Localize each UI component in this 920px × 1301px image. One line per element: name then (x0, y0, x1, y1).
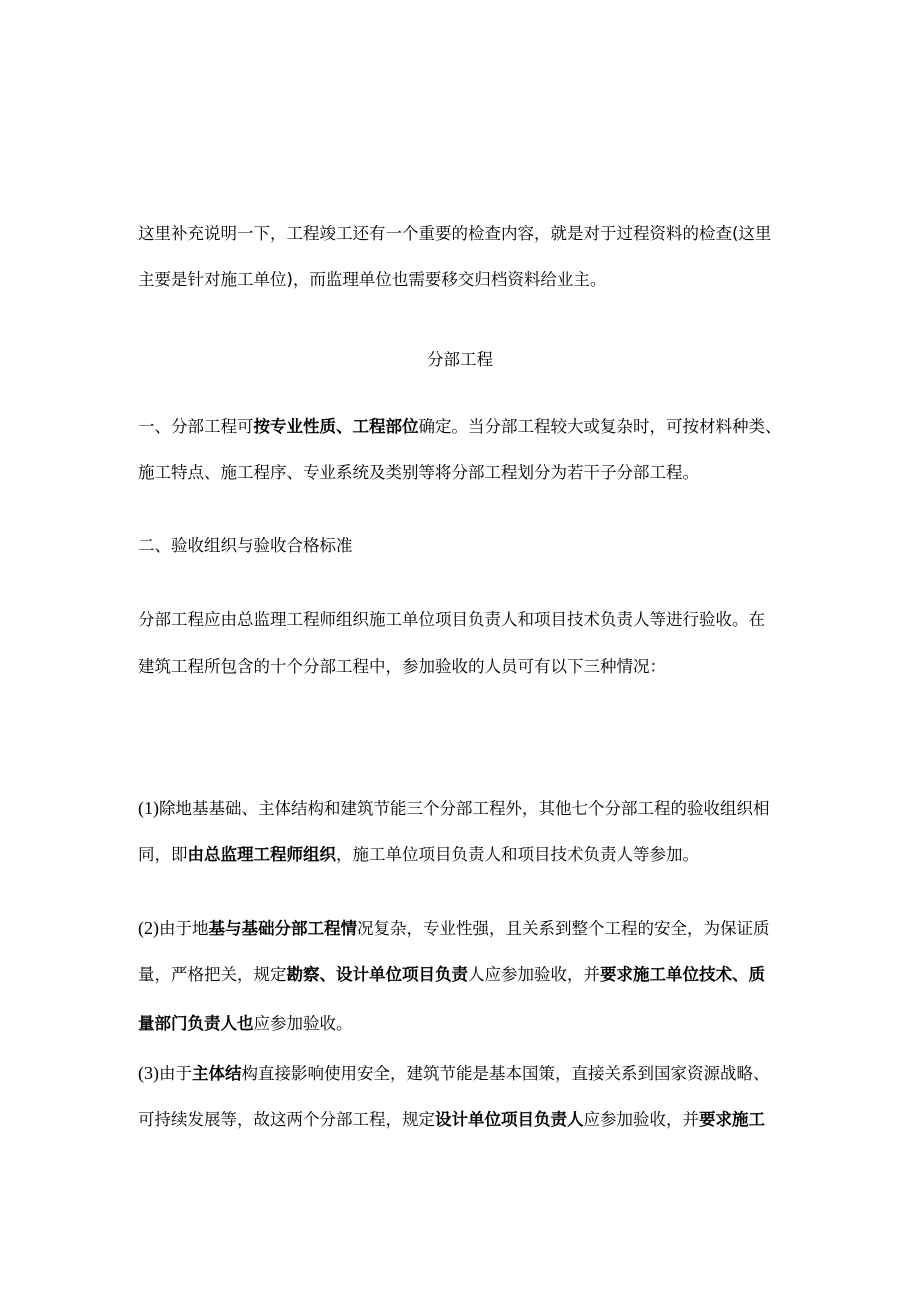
case3-text: 由于 (159, 1064, 192, 1083)
case2-text: 况复杂，专业性强，且关系到整个工程的安全，为保证质 (357, 919, 770, 938)
case3-text: 应参加验收，并 (583, 1110, 699, 1129)
intro-line-1: 这里补充说明一下，工程竣工还有一个重要的检查内容，就是对于过程资料的检查(这里 (138, 224, 772, 243)
case3-line-1 (138, 1062, 770, 1085)
item1-bold: 按专业性质、工程部位 (253, 417, 419, 436)
item2-paragraph-line-2: 建筑工程所包含的十个分部工程中，参加验收的人员可有以下三种情况： (138, 657, 666, 676)
case2-number: (2) (138, 918, 159, 938)
case2-bold: 量部门负责人也 (138, 1014, 254, 1033)
case1-line-1 (138, 797, 770, 820)
case3-number: (3) (138, 1063, 159, 1083)
case2-bold: 要求施工单位技术、质 (600, 965, 765, 984)
case2-line-2 (138, 964, 765, 986)
case2-text: 由于地 (159, 919, 209, 938)
case1-text: 除地基基础、主体结构和建筑节能三个分部工程外，其他七个分部工程的验收组织相 (159, 799, 770, 818)
item1-line-1 (138, 416, 782, 438)
case3-bold: 主体结 (192, 1064, 242, 1083)
case3-text: 可持续发展等，故这两个分部工程，规定 (138, 1110, 435, 1129)
case2-text: 量，严格把关，规定 (138, 965, 287, 984)
item1-line-2: 施工特点、施工程序、专业系统及类别等将分部工程划分为若干子分部工程。 (138, 463, 699, 482)
case3-bold: 设计单位项目负责人 (435, 1110, 584, 1129)
case3-bold: 要求施工 (699, 1110, 765, 1129)
case1-line-2 (138, 844, 699, 866)
intro-line-2: 主要是针对施工单位)，而监理单位也需要移交归档资料给业主。 (138, 270, 607, 289)
item2-heading: 二、验收组织与验收合格标准 (138, 536, 353, 555)
item2-paragraph-line-1: 分部工程应由总监理工程师组织施工单位项目负责人和项目技术负责人等进行验收。在 (138, 610, 765, 629)
case1-bold: 由总监理工程师组织 (187, 845, 336, 864)
case2-bold: 基与基础分部工程情 (208, 919, 357, 938)
case1-text: 同，即 (138, 845, 188, 864)
item1-text: 确定。当分部工程较大或复杂时，可按材料种类、 (418, 417, 782, 436)
case2-line-3 (138, 1013, 353, 1035)
case2-bold: 勘察、设计单位项目负责 (286, 965, 468, 984)
item1-text: 一、分部工程可 (138, 417, 254, 436)
section-title: 分部工程 (427, 350, 493, 369)
case2-text: 人应参加验收，并 (468, 965, 600, 984)
case2-text: 应参加验收。 (253, 1014, 353, 1033)
case3-text: 构直接影响使用安全，建筑节能是基本国策，直接关系到国家资源战略、 (241, 1064, 770, 1083)
case1-number: (1) (138, 798, 159, 818)
case2-line-1 (138, 917, 770, 940)
case3-line-2 (138, 1109, 765, 1131)
case1-text: ，施工单位项目负责人和项目技术负责人等参加。 (336, 845, 699, 864)
